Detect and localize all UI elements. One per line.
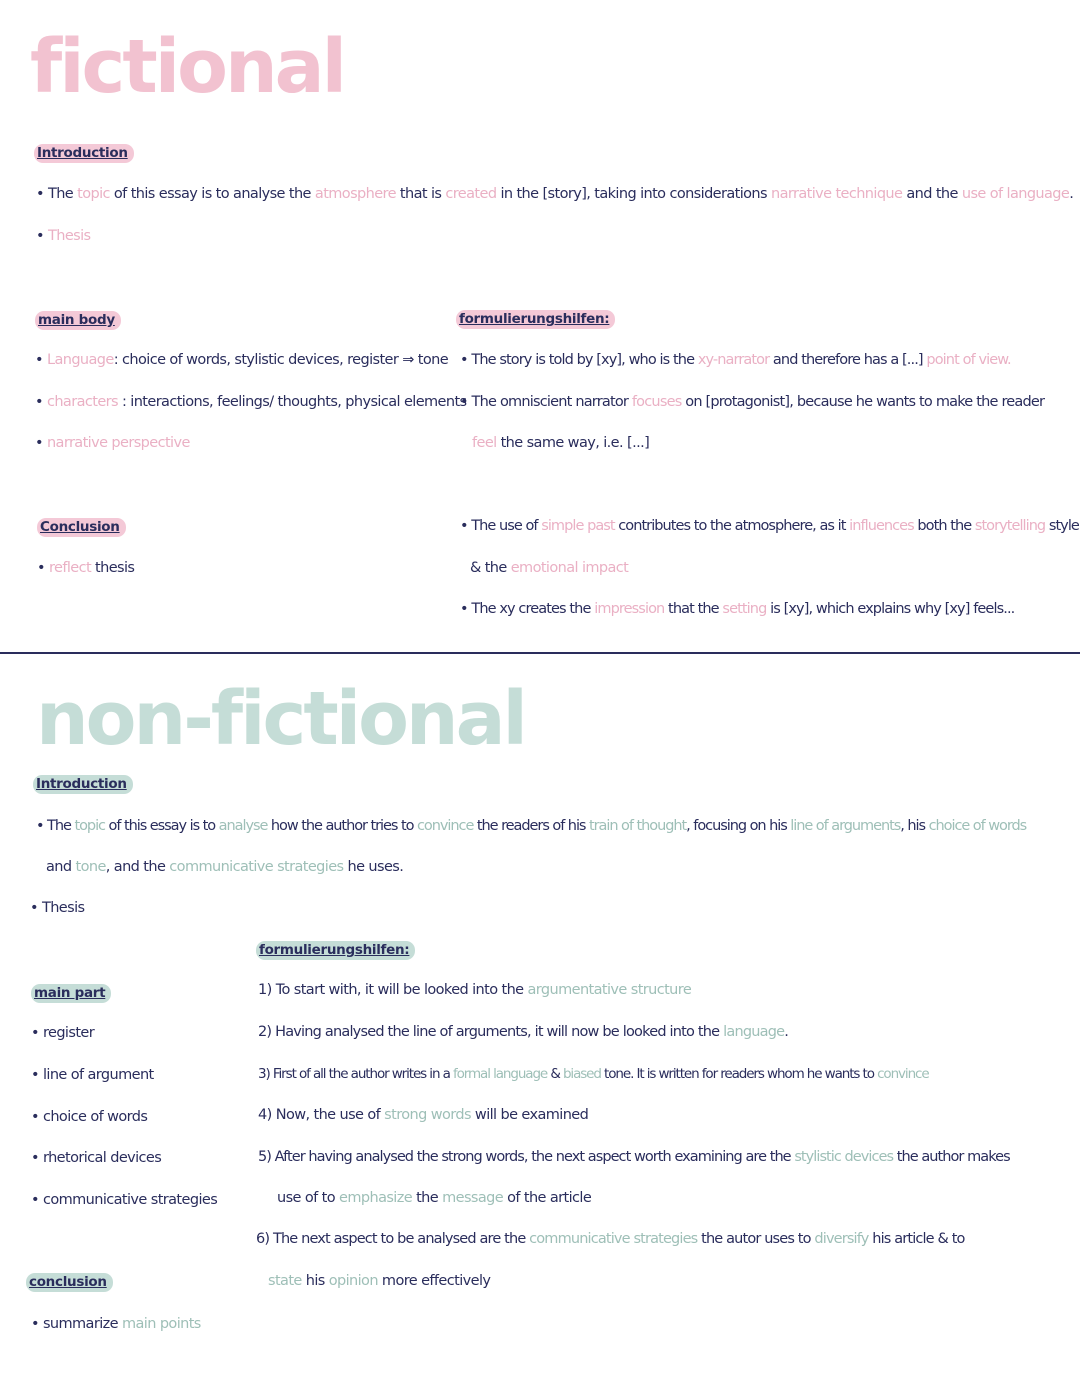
fictional-main-body-item xyxy=(35,435,190,451)
section-divider xyxy=(0,652,1080,654)
highlighted-term: biased xyxy=(562,1066,601,1082)
highlighted-term: reflect xyxy=(48,560,92,576)
text-run: • rhetorical devices xyxy=(31,1150,162,1166)
text-run: • The use of xyxy=(460,518,542,534)
highlighted-term: influences xyxy=(849,518,914,534)
text-run: . xyxy=(1069,186,1074,202)
fictional-phrase-line xyxy=(470,560,628,576)
text-run: more effectively xyxy=(377,1273,491,1289)
text-run: 2) Having analysed the line of arguments, it will now be looked into the xyxy=(258,1024,724,1040)
highlighted-term: created xyxy=(445,186,497,202)
highlighted-term: message xyxy=(442,1190,504,1206)
text-run: • communicative strategies xyxy=(31,1192,218,1208)
text-run: • xyxy=(36,228,48,244)
highlighted-term: convince xyxy=(877,1066,929,1082)
fictional-phrase-line xyxy=(460,518,1079,534)
non-fictional-conclusion-item xyxy=(31,1316,201,1332)
text-run: the readers of his xyxy=(473,818,589,834)
text-run: • xyxy=(35,435,47,451)
non-fictional-intro-line-1 xyxy=(36,818,1026,834)
text-run: the author makes xyxy=(893,1149,1010,1165)
highlighted-term: narrative technique xyxy=(770,186,903,202)
non-fictional-phrase-line xyxy=(258,1107,588,1123)
text-run: that is xyxy=(395,186,446,202)
text-run: . xyxy=(784,1024,789,1040)
non-fictional-phrase-line xyxy=(258,1149,1010,1165)
text-run: 1) To start with, it will be looked into the xyxy=(258,982,528,998)
non-fictional-formulierungshilfen-heading: formulierungshilfen: xyxy=(256,941,415,960)
text-run: , and the xyxy=(105,859,170,875)
highlighted-term: communicative strategies xyxy=(529,1231,698,1247)
text-run: contributes to the atmosphere, as it xyxy=(614,518,850,534)
highlighted-term: opinion xyxy=(328,1273,378,1289)
highlighted-term: communicative strategies xyxy=(169,859,344,875)
highlighted-term: analyse xyxy=(218,818,268,834)
text-run: the same way, i.e. [...] xyxy=(496,435,650,451)
fictional-title: fictional xyxy=(30,24,344,110)
highlighted-term: focuses xyxy=(631,394,682,410)
text-run: 3) First of all the author writes in a xyxy=(258,1066,453,1082)
fictional-intro-line-1 xyxy=(36,186,1073,202)
text-run: • summarize xyxy=(31,1316,122,1332)
highlighted-term: atmosphere xyxy=(314,186,396,202)
highlighted-term: use of language xyxy=(961,186,1070,202)
text-run: 6) The next aspect to be analysed are the xyxy=(256,1231,530,1247)
text-run: & the xyxy=(470,560,511,576)
non-fictional-main-part-item xyxy=(31,1192,217,1208)
text-run: & xyxy=(547,1066,563,1082)
highlighted-term: topic xyxy=(77,186,110,202)
highlighted-term: main points xyxy=(121,1316,201,1332)
highlighted-term: storytelling xyxy=(974,518,1046,534)
non-fictional-phrase-line xyxy=(258,1024,788,1040)
text-run: • xyxy=(35,352,47,368)
text-run: • The xyxy=(36,186,78,202)
text-run: he uses. xyxy=(343,859,404,875)
highlighted-term: state xyxy=(268,1273,302,1289)
highlighted-term: emotional impact xyxy=(510,560,629,576)
non-fictional-main-part-heading: main part xyxy=(31,984,111,1003)
highlighted-term: point of view. xyxy=(926,352,1011,368)
highlighted-term: line of arguments xyxy=(790,818,901,834)
text-run: • xyxy=(35,394,47,410)
highlighted-term: feel xyxy=(472,435,497,451)
non-fictional-main-part-item xyxy=(31,1067,154,1083)
fictional-intro-thesis xyxy=(36,228,90,244)
text-run: • register xyxy=(31,1025,95,1041)
highlighted-term: emphasize xyxy=(339,1190,413,1206)
non-fictional-conclusion-heading: conclusion xyxy=(26,1273,113,1292)
text-run: style xyxy=(1045,518,1079,534)
highlighted-term: setting xyxy=(722,601,767,617)
text-run: • xyxy=(37,560,49,576)
fictional-phrase-line xyxy=(460,394,1044,410)
text-run: tone. It is written for readers whom he wants to xyxy=(600,1066,878,1082)
highlighted-term: xy-narrator xyxy=(697,352,770,368)
text-run: • choice of words xyxy=(31,1109,148,1125)
text-run: in the [story], taking into considerations xyxy=(496,186,771,202)
fictional-formulierungshilfen-heading: formulierungshilfen: xyxy=(456,310,615,329)
non-fictional-intro-thesis xyxy=(30,900,84,916)
highlighted-term: train of thought xyxy=(589,818,687,834)
non-fictional-intro-line-2 xyxy=(46,859,403,875)
text-run: • The story is told by [xy], who is the xyxy=(460,352,698,368)
highlighted-term: tone xyxy=(75,859,106,875)
fictional-phrase-line xyxy=(472,435,649,451)
fictional-main-body-item xyxy=(35,394,467,410)
highlighted-term: choice of words xyxy=(928,818,1027,834)
text-run: : interactions, feelings/ thoughts, physical elements xyxy=(117,394,467,410)
non-fictional-phrase-line xyxy=(256,1231,965,1247)
highlighted-term: Thesis xyxy=(47,228,91,244)
highlighted-term: narrative perspective xyxy=(46,435,190,451)
text-run: , focusing on his xyxy=(686,818,791,834)
non-fictional-title: non-fictional xyxy=(36,676,525,762)
highlighted-term: simple past xyxy=(541,518,615,534)
text-run: how the author tries to xyxy=(267,818,417,834)
text-run: thesis xyxy=(91,560,135,576)
text-run: • Thesis xyxy=(30,900,85,916)
highlighted-term: Language xyxy=(46,352,114,368)
highlighted-term: formal language xyxy=(452,1066,548,1082)
text-run: of this essay is to xyxy=(104,818,219,834)
highlighted-term: topic xyxy=(74,818,105,834)
text-run: and therefore has a [...] xyxy=(769,352,927,368)
text-run: will be examined xyxy=(470,1107,589,1123)
text-run: on [protagonist], because he wants to make the reader xyxy=(681,394,1045,410)
fictional-conclusion-heading: Conclusion xyxy=(37,518,126,537)
non-fictional-main-part-item xyxy=(31,1025,94,1041)
fictional-introduction-heading: Introduction xyxy=(34,144,134,163)
text-run: and xyxy=(46,859,76,875)
text-run: , his xyxy=(900,818,929,834)
text-run: of the article xyxy=(503,1190,592,1206)
highlighted-term: convince xyxy=(416,818,474,834)
fictional-conclusion-item xyxy=(37,560,134,576)
fictional-main-body-item xyxy=(35,352,448,368)
highlighted-term: language xyxy=(723,1024,785,1040)
non-fictional-introduction-heading: Introduction xyxy=(33,775,133,794)
highlighted-term: impression xyxy=(594,601,665,617)
highlighted-term: argumentative structure xyxy=(527,982,692,998)
fictional-phrase-line xyxy=(460,352,1011,368)
text-run: both the xyxy=(913,518,975,534)
text-run: 4) Now, the use of xyxy=(258,1107,385,1123)
fictional-main-body-heading: main body xyxy=(35,311,121,330)
non-fictional-phrase-line xyxy=(277,1190,591,1206)
text-run: of this essay is to analyse the xyxy=(109,186,315,202)
text-run: that the xyxy=(664,601,723,617)
highlighted-term: characters xyxy=(46,394,118,410)
non-fictional-main-part-item xyxy=(31,1150,161,1166)
fictional-phrase-line xyxy=(460,601,1014,617)
highlighted-term: strong words xyxy=(384,1107,471,1123)
text-run: : choice of words, stylistic devices, register ⇒ tone xyxy=(113,352,449,368)
text-run: his xyxy=(301,1273,329,1289)
highlighted-term: stylistic devices xyxy=(794,1149,894,1165)
non-fictional-phrase-line xyxy=(258,982,691,998)
text-run: the autor uses to xyxy=(697,1231,815,1247)
text-run: • The omniscient narrator xyxy=(460,394,632,410)
highlighted-term: diversify xyxy=(814,1231,869,1247)
non-fictional-phrase-line xyxy=(258,1066,929,1082)
text-run: the xyxy=(412,1190,443,1206)
text-run: • The xy creates the xyxy=(460,601,595,617)
text-run: is [xy], which explains why [xy] feels... xyxy=(766,601,1015,617)
non-fictional-phrase-line xyxy=(268,1273,490,1289)
text-run: • line of argument xyxy=(31,1067,154,1083)
text-run: • The xyxy=(36,818,75,834)
text-run: and the xyxy=(902,186,962,202)
text-run: use of to xyxy=(277,1190,340,1206)
non-fictional-main-part-item xyxy=(31,1109,147,1125)
text-run: 5) After having analysed the strong words, the next aspect worth examining are the xyxy=(258,1149,795,1165)
text-run: his article & to xyxy=(868,1231,965,1247)
